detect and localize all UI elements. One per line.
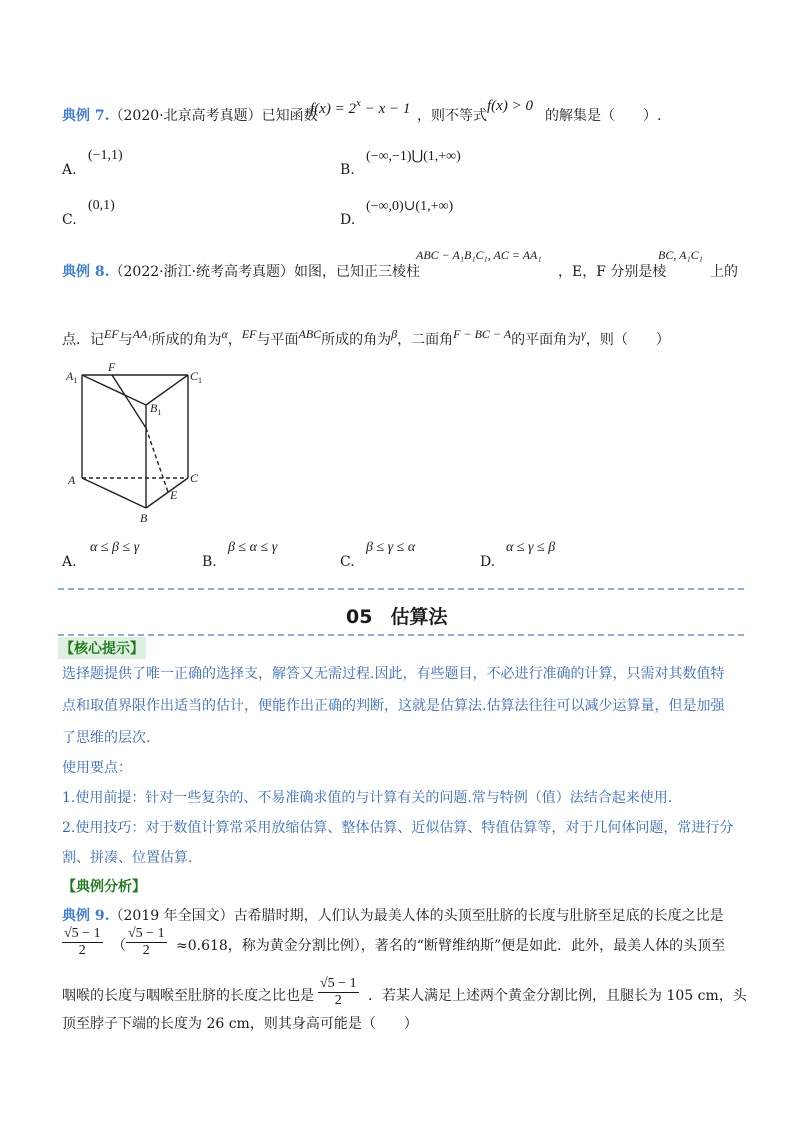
example-7-option-b-value: (−∞,−1)⋃(1,+∞) [366, 149, 461, 164]
label-a: A [68, 473, 76, 487]
label-f: F [108, 360, 116, 374]
example-7-option-d-letter: D. [340, 212, 356, 228]
section-heading [346, 602, 447, 629]
example-8-label: 典例 8. [62, 264, 110, 280]
usage-point-2-line-2: 割、拼凑、位置估算. [62, 850, 193, 866]
usage-point-1: 1.使用前提：针对一些复杂的、不易准确求值的与计算有关的问题.常与特例（值）法结合起来使用. [62, 790, 673, 806]
edge-ab [82, 478, 146, 508]
usage-points-title: 使用要点： [62, 760, 132, 776]
core-hint-line-1: 选择题提供了唯一正确的选择支，解答又无需过程.因此，有些题目，不必进行准确的计算，只需对其数值特 [62, 666, 725, 682]
segment-ef-visible [112, 375, 146, 428]
example-9-line-3a: 咽喉的长度与咽喉至肚脐的长度之比也是 [62, 988, 314, 1004]
section-number: 05 [346, 606, 373, 628]
example-8-option-b-value: β ≤ α ≤ γ [228, 540, 278, 555]
example-8-option-a-value: α ≤ β ≤ γ [90, 540, 140, 555]
example-7-option-a-letter: A. [62, 162, 77, 178]
example-8-ef: ，E，F 分别是棱 [558, 264, 667, 280]
prism-figure [60, 360, 220, 530]
example-7-function: $f(x) = 2^x - x - 1$ [310, 99, 411, 117]
example-8-option-c-value: β ≤ γ ≤ α [366, 540, 416, 555]
core-hint-line-3: 了思维的层次. [62, 730, 151, 746]
label-b1: $B_1$ [150, 401, 162, 417]
core-hint-line-2: 点和取值界限作出适当的估计，便能作出正确的判断，这就是估算法.估算法往往可以减少运算量，但是加强 [62, 698, 725, 714]
golden-ratio-fraction-3: $\frac{√5 - 1}{2}$ [320, 976, 357, 1008]
section-divider-bottom [58, 634, 744, 636]
golden-ratio-fraction-2: $\frac{√5 - 1}{2}$ [128, 926, 165, 958]
example-7-option-d-value: (−∞,0)∪(1,+∞) [366, 199, 454, 214]
segment-ef-hidden [146, 428, 168, 492]
label-c1: $C_1$ [190, 369, 203, 385]
edge-a1b1 [82, 375, 146, 405]
example-7-label: 典例 7. [62, 108, 110, 124]
edge-bc [146, 478, 188, 508]
example-9-line-2: ≈0.618，称为黄金分割比例），著名的“断臂维纳斯”便是如此．此外，最美人体的头顶至 [176, 938, 726, 954]
example-7-option-c-value: (0,1) [88, 198, 115, 213]
example-7-end: 的解集是（ ）. [545, 108, 662, 124]
example-8-option-b-letter: B. [202, 554, 217, 570]
example-9-line-1: 典例 9.（2019 年全国文）古希腊时期，人们认为最美人体的头顶至肚脐的长度与肚脐至足底的长度之比是 [62, 908, 724, 924]
example-8-question [62, 262, 420, 282]
example-9-paren-open: （ [112, 938, 126, 954]
example-9-line-3b: ．若某人满足上述两个黄金分割比例，且腿长为 105 cm，头 [368, 988, 747, 1004]
example-9-label: 典例 9. [62, 908, 110, 924]
example-7-option-c-letter: C. [62, 212, 77, 228]
usage-point-2-line-1: 2.使用技巧：对于数值计算常采用放缩估算、整体估算、近似估算、特值估算等，对于几何体问题，常进行分 [62, 820, 734, 836]
example-8-option-d-letter: D. [480, 554, 496, 570]
example-8-prism: ABC − A₁B₁C₁, AC = AA₁ [416, 248, 542, 262]
label-c: C [190, 471, 199, 485]
example-9-line-4: 顶至脖子下端的长度为 26 cm，则其身高可能是（ ） [62, 1016, 418, 1032]
example-8-source: （2022·浙江·统考高考真题）如图，已知正三棱柱 [109, 264, 421, 280]
example-8-option-c-letter: C. [340, 554, 355, 570]
example-7-inequality: f(x) > 0 [487, 98, 533, 114]
example-8-edges: BC, A₁C₁ [658, 248, 703, 262]
label-e: E [170, 488, 178, 502]
example-7-option-a-value: (−1,1) [88, 148, 123, 163]
label-b: B [140, 511, 148, 525]
example-7-question [62, 106, 318, 126]
example-7-option-b-letter: B. [340, 162, 355, 178]
example-8-option-d-value: α ≤ γ ≤ β [506, 540, 556, 555]
core-hint-tag: 【核心提示】 [58, 637, 146, 659]
section-divider-top [58, 588, 744, 590]
example-8-on: 上的 [710, 264, 738, 280]
example-7-mid: ，则不等式 [417, 108, 487, 124]
golden-ratio-fraction-1: $\frac{√5 - 1}{2}$ [64, 926, 101, 958]
example-8-option-a-letter: A. [62, 554, 77, 570]
example-8-line2: 点．记EF与AA₁所成的角为α，EF与平面ABC所成的角为β，二面角F − BC − A的平面角为γ，则（ ） [62, 327, 670, 348]
example-7-source: （2020·北京高考真题）已知函数 [109, 108, 318, 124]
example-analysis-tag: 【典例分析】 [62, 879, 146, 895]
label-a1: $A_1$ [66, 369, 78, 385]
section-title: 估算法 [390, 606, 448, 628]
